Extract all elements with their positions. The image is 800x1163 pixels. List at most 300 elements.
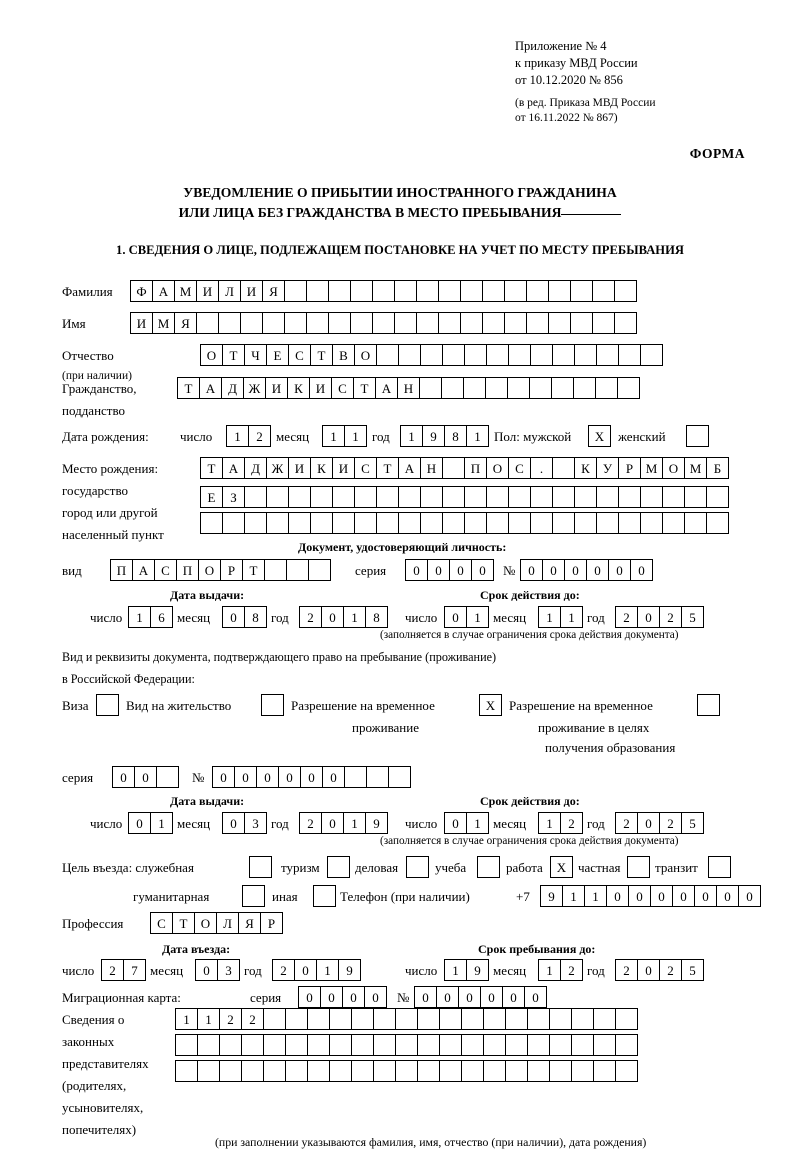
char-cell[interactable]: 7 [123, 959, 146, 981]
char-cell[interactable]: А [398, 457, 421, 479]
char-cell[interactable] [310, 512, 333, 534]
char-cell[interactable] [307, 1060, 330, 1082]
mig-series-field[interactable] [298, 986, 386, 1008]
char-cell[interactable] [549, 1060, 572, 1082]
char-cell[interactable] [244, 486, 267, 508]
doc-issue-year-field[interactable] [299, 606, 387, 628]
stay-day-field[interactable] [444, 959, 488, 981]
char-cell[interactable]: 9 [466, 959, 489, 981]
char-cell[interactable] [552, 486, 575, 508]
char-cell[interactable]: 0 [294, 959, 317, 981]
char-cell[interactable]: А [199, 377, 222, 399]
char-cell[interactable] [574, 486, 597, 508]
char-cell[interactable] [548, 280, 571, 302]
char-cell[interactable]: 0 [630, 559, 653, 581]
char-cell[interactable]: П [110, 559, 133, 581]
char-cell[interactable]: 0 [222, 606, 245, 628]
char-cell[interactable]: Я [262, 280, 285, 302]
char-cell[interactable] [618, 512, 641, 534]
char-cell[interactable] [483, 1008, 506, 1030]
char-cell[interactable] [504, 312, 527, 334]
char-cell[interactable] [313, 885, 336, 907]
char-cell[interactable] [306, 280, 329, 302]
stay-month-field[interactable] [538, 959, 582, 981]
char-cell[interactable]: Т [242, 559, 265, 581]
char-cell[interactable] [549, 1034, 572, 1056]
char-cell[interactable] [441, 377, 464, 399]
char-cell[interactable]: 2 [299, 606, 322, 628]
char-cell[interactable]: 0 [321, 812, 344, 834]
char-cell[interactable] [395, 1008, 418, 1030]
char-cell[interactable] [439, 1034, 462, 1056]
char-cell[interactable]: О [662, 457, 685, 479]
char-cell[interactable]: 1 [400, 425, 423, 447]
char-cell[interactable]: А [375, 377, 398, 399]
purpose-business-checkbox[interactable] [406, 856, 428, 878]
char-cell[interactable] [350, 280, 373, 302]
char-cell[interactable] [442, 344, 465, 366]
char-cell[interactable] [329, 1060, 352, 1082]
char-cell[interactable]: И [332, 457, 355, 479]
char-cell[interactable] [262, 312, 285, 334]
char-cell[interactable]: Т [353, 377, 376, 399]
permit-number-field[interactable] [212, 766, 410, 788]
char-cell[interactable] [617, 377, 640, 399]
char-cell[interactable]: Л [218, 280, 241, 302]
char-cell[interactable] [328, 312, 351, 334]
char-cell[interactable] [527, 1060, 550, 1082]
char-cell[interactable] [420, 344, 443, 366]
char-cell[interactable]: 1 [316, 959, 339, 981]
char-cell[interactable] [686, 425, 709, 447]
char-cell[interactable] [219, 1034, 242, 1056]
legal-reps-row-2[interactable] [175, 1034, 637, 1056]
char-cell[interactable]: 8 [244, 606, 267, 628]
char-cell[interactable] [614, 280, 637, 302]
char-cell[interactable]: Д [221, 377, 244, 399]
char-cell[interactable] [175, 1034, 198, 1056]
char-cell[interactable] [486, 486, 509, 508]
char-cell[interactable]: 8 [365, 606, 388, 628]
char-cell[interactable]: 2 [560, 959, 583, 981]
doc-kind-field[interactable] [110, 559, 330, 581]
char-cell[interactable] [573, 377, 596, 399]
char-cell[interactable] [463, 377, 486, 399]
sex-male-checkbox[interactable] [588, 425, 610, 447]
char-cell[interactable]: О [194, 912, 217, 934]
char-cell[interactable] [477, 856, 500, 878]
char-cell[interactable] [460, 312, 483, 334]
char-cell[interactable] [420, 486, 443, 508]
char-cell[interactable]: С [331, 377, 354, 399]
char-cell[interactable]: 5 [681, 812, 704, 834]
char-cell[interactable] [344, 766, 367, 788]
char-cell[interactable] [485, 377, 508, 399]
char-cell[interactable] [571, 1060, 594, 1082]
char-cell[interactable] [505, 1008, 528, 1030]
char-cell[interactable]: 0 [427, 559, 450, 581]
char-cell[interactable]: 0 [342, 986, 365, 1008]
char-cell[interactable] [614, 312, 637, 334]
char-cell[interactable] [593, 1034, 616, 1056]
char-cell[interactable] [640, 512, 663, 534]
mig-number-field[interactable] [414, 986, 546, 1008]
char-cell[interactable]: 0 [364, 986, 387, 1008]
char-cell[interactable] [593, 1060, 616, 1082]
char-cell[interactable]: 0 [414, 986, 437, 1008]
char-cell[interactable] [416, 312, 439, 334]
char-cell[interactable]: М [152, 312, 175, 334]
char-cell[interactable] [372, 312, 395, 334]
char-cell[interactable] [219, 1060, 242, 1082]
char-cell[interactable]: К [574, 457, 597, 479]
char-cell[interactable]: Н [420, 457, 443, 479]
birth-month-field[interactable] [322, 425, 366, 447]
char-cell[interactable]: 0 [128, 812, 151, 834]
doc-number-field[interactable] [520, 559, 652, 581]
char-cell[interactable]: 1 [538, 812, 561, 834]
char-cell[interactable]: 0 [694, 885, 717, 907]
char-cell[interactable]: 0 [524, 986, 547, 1008]
char-cell[interactable]: К [310, 457, 333, 479]
char-cell[interactable]: И [265, 377, 288, 399]
char-cell[interactable] [395, 1034, 418, 1056]
char-cell[interactable] [263, 1008, 286, 1030]
char-cell[interactable] [662, 486, 685, 508]
birth-state-field[interactable] [200, 457, 728, 479]
char-cell[interactable] [529, 377, 552, 399]
char-cell[interactable]: 0 [405, 559, 428, 581]
char-cell[interactable]: 0 [628, 885, 651, 907]
char-cell[interactable] [417, 1034, 440, 1056]
char-cell[interactable]: Т [310, 344, 333, 366]
char-cell[interactable] [394, 280, 417, 302]
char-cell[interactable] [615, 1060, 638, 1082]
char-cell[interactable] [307, 1008, 330, 1030]
char-cell[interactable] [398, 344, 421, 366]
permit-series-field[interactable] [112, 766, 178, 788]
char-cell[interactable]: 1 [343, 812, 366, 834]
char-cell[interactable] [284, 312, 307, 334]
char-cell[interactable]: 0 [502, 986, 525, 1008]
char-cell[interactable] [329, 1034, 352, 1056]
char-cell[interactable]: И [240, 280, 263, 302]
purpose-private-checkbox[interactable] [627, 856, 649, 878]
surname-field[interactable] [130, 280, 636, 302]
char-cell[interactable]: С [150, 912, 173, 934]
purpose-transit-checkbox[interactable] [708, 856, 730, 878]
char-cell[interactable] [438, 280, 461, 302]
char-cell[interactable] [571, 1008, 594, 1030]
char-cell[interactable] [442, 486, 465, 508]
char-cell[interactable] [439, 1060, 462, 1082]
patronymic-field[interactable] [200, 344, 662, 366]
edu-res-checkbox[interactable] [697, 694, 719, 716]
char-cell[interactable]: Е [266, 344, 289, 366]
char-cell[interactable] [376, 344, 399, 366]
char-cell[interactable]: 0 [564, 559, 587, 581]
char-cell[interactable] [285, 1034, 308, 1056]
char-cell[interactable] [574, 512, 597, 534]
char-cell[interactable] [264, 559, 287, 581]
name-field[interactable] [130, 312, 636, 334]
char-cell[interactable] [175, 1060, 198, 1082]
char-cell[interactable] [552, 457, 575, 479]
char-cell[interactable] [596, 512, 619, 534]
permit-issue-month-field[interactable] [222, 812, 266, 834]
char-cell[interactable]: 8 [444, 425, 467, 447]
char-cell[interactable]: Ж [266, 457, 289, 479]
char-cell[interactable]: К [287, 377, 310, 399]
char-cell[interactable] [398, 486, 421, 508]
char-cell[interactable]: 0 [436, 986, 459, 1008]
char-cell[interactable]: А [222, 457, 245, 479]
char-cell[interactable]: 2 [101, 959, 124, 981]
char-cell[interactable] [266, 512, 289, 534]
char-cell[interactable]: О [486, 457, 509, 479]
char-cell[interactable] [571, 1034, 594, 1056]
char-cell[interactable] [461, 1034, 484, 1056]
purpose-work-checkbox[interactable] [550, 856, 572, 878]
doc-issue-month-field[interactable] [222, 606, 266, 628]
char-cell[interactable]: Р [220, 559, 243, 581]
char-cell[interactable]: 1 [344, 425, 367, 447]
char-cell[interactable]: 5 [681, 606, 704, 628]
char-cell[interactable] [574, 344, 597, 366]
char-cell[interactable] [464, 486, 487, 508]
char-cell[interactable] [442, 457, 465, 479]
char-cell[interactable] [350, 312, 373, 334]
doc-valid-year-field[interactable] [615, 606, 703, 628]
char-cell[interactable]: 1 [466, 425, 489, 447]
char-cell[interactable]: 1 [444, 959, 467, 981]
char-cell[interactable]: 9 [365, 812, 388, 834]
permit-valid-month-field[interactable] [538, 812, 582, 834]
char-cell[interactable] [373, 1060, 396, 1082]
char-cell[interactable]: М [684, 457, 707, 479]
char-cell[interactable]: 0 [637, 812, 660, 834]
char-cell[interactable] [372, 280, 395, 302]
char-cell[interactable]: М [640, 457, 663, 479]
char-cell[interactable]: 2 [299, 812, 322, 834]
char-cell[interactable] [376, 512, 399, 534]
char-cell[interactable]: Т [376, 457, 399, 479]
char-cell[interactable] [332, 512, 355, 534]
char-cell[interactable] [241, 1034, 264, 1056]
char-cell[interactable]: 9 [422, 425, 445, 447]
citizenship-field[interactable] [177, 377, 639, 399]
char-cell[interactable] [461, 1008, 484, 1030]
char-cell[interactable] [200, 512, 223, 534]
char-cell[interactable] [640, 344, 663, 366]
char-cell[interactable]: 1 [466, 812, 489, 834]
char-cell[interactable] [697, 694, 720, 716]
char-cell[interactable]: 1 [128, 606, 151, 628]
char-cell[interactable]: . [530, 457, 553, 479]
char-cell[interactable] [285, 1060, 308, 1082]
char-cell[interactable]: Т [222, 344, 245, 366]
char-cell[interactable] [310, 486, 333, 508]
char-cell[interactable]: С [354, 457, 377, 479]
char-cell[interactable] [96, 694, 119, 716]
char-cell[interactable]: Х [588, 425, 611, 447]
char-cell[interactable] [420, 512, 443, 534]
char-cell[interactable]: 5 [681, 959, 704, 981]
char-cell[interactable]: 2 [615, 959, 638, 981]
char-cell[interactable] [307, 1034, 330, 1056]
char-cell[interactable] [398, 512, 421, 534]
char-cell[interactable]: 0 [278, 766, 301, 788]
char-cell[interactable] [241, 1060, 264, 1082]
char-cell[interactable]: 0 [738, 885, 761, 907]
char-cell[interactable]: Х [479, 694, 502, 716]
char-cell[interactable]: 0 [637, 959, 660, 981]
char-cell[interactable]: Б [706, 457, 729, 479]
char-cell[interactable]: А [132, 559, 155, 581]
purpose-other-checkbox[interactable] [313, 885, 335, 907]
entry-day-field[interactable] [101, 959, 145, 981]
char-cell[interactable]: 0 [672, 885, 695, 907]
char-cell[interactable]: 1 [560, 606, 583, 628]
char-cell[interactable]: 1 [322, 425, 345, 447]
char-cell[interactable] [461, 1060, 484, 1082]
char-cell[interactable] [508, 344, 531, 366]
birth-year-field[interactable] [400, 425, 488, 447]
char-cell[interactable]: 0 [321, 606, 344, 628]
char-cell[interactable] [504, 280, 527, 302]
char-cell[interactable]: 1 [175, 1008, 198, 1030]
char-cell[interactable]: Н [397, 377, 420, 399]
permit-issue-year-field[interactable] [299, 812, 387, 834]
doc-series-field[interactable] [405, 559, 493, 581]
char-cell[interactable] [596, 486, 619, 508]
char-cell[interactable] [596, 344, 619, 366]
char-cell[interactable]: 0 [637, 606, 660, 628]
char-cell[interactable] [218, 312, 241, 334]
sex-female-checkbox[interactable] [686, 425, 708, 447]
char-cell[interactable]: 0 [134, 766, 157, 788]
char-cell[interactable] [684, 486, 707, 508]
char-cell[interactable] [507, 377, 530, 399]
char-cell[interactable]: 0 [300, 766, 323, 788]
char-cell[interactable] [530, 486, 553, 508]
char-cell[interactable] [505, 1060, 528, 1082]
char-cell[interactable]: О [354, 344, 377, 366]
char-cell[interactable]: 2 [219, 1008, 242, 1030]
char-cell[interactable]: 0 [480, 986, 503, 1008]
char-cell[interactable]: Х [550, 856, 573, 878]
char-cell[interactable] [222, 512, 245, 534]
char-cell[interactable]: 2 [241, 1008, 264, 1030]
char-cell[interactable] [286, 559, 309, 581]
char-cell[interactable] [332, 486, 355, 508]
char-cell[interactable]: Д [244, 457, 267, 479]
char-cell[interactable] [156, 766, 179, 788]
char-cell[interactable] [527, 1034, 550, 1056]
char-cell[interactable]: С [154, 559, 177, 581]
char-cell[interactable] [351, 1060, 374, 1082]
char-cell[interactable] [483, 1060, 506, 1082]
char-cell[interactable] [627, 856, 650, 878]
char-cell[interactable]: В [332, 344, 355, 366]
char-cell[interactable] [530, 512, 553, 534]
char-cell[interactable]: С [288, 344, 311, 366]
visa-checkbox[interactable] [96, 694, 118, 716]
char-cell[interactable] [593, 1008, 616, 1030]
char-cell[interactable]: 0 [449, 559, 472, 581]
stay-year-field[interactable] [615, 959, 703, 981]
char-cell[interactable] [618, 486, 641, 508]
legal-reps-row-1[interactable] [175, 1008, 637, 1030]
char-cell[interactable] [508, 512, 531, 534]
char-cell[interactable]: 9 [540, 885, 563, 907]
char-cell[interactable]: С [508, 457, 531, 479]
char-cell[interactable] [706, 486, 729, 508]
char-cell[interactable] [549, 1008, 572, 1030]
char-cell[interactable]: 1 [343, 606, 366, 628]
char-cell[interactable]: П [176, 559, 199, 581]
profession-field[interactable] [150, 912, 282, 934]
char-cell[interactable] [249, 856, 272, 878]
char-cell[interactable] [395, 1060, 418, 1082]
char-cell[interactable] [406, 856, 429, 878]
char-cell[interactable]: 1 [538, 606, 561, 628]
char-cell[interactable] [595, 377, 618, 399]
char-cell[interactable] [240, 312, 263, 334]
char-cell[interactable] [376, 486, 399, 508]
char-cell[interactable] [261, 694, 284, 716]
birth-town-field[interactable] [200, 512, 728, 534]
char-cell[interactable]: Я [238, 912, 261, 934]
char-cell[interactable]: 1 [466, 606, 489, 628]
char-cell[interactable] [464, 344, 487, 366]
char-cell[interactable] [464, 512, 487, 534]
char-cell[interactable]: Р [618, 457, 641, 479]
char-cell[interactable]: 2 [615, 812, 638, 834]
char-cell[interactable] [615, 1034, 638, 1056]
char-cell[interactable]: 0 [444, 812, 467, 834]
char-cell[interactable]: 0 [222, 812, 245, 834]
char-cell[interactable]: О [198, 559, 221, 581]
char-cell[interactable]: З [222, 486, 245, 508]
char-cell[interactable] [242, 885, 265, 907]
char-cell[interactable] [505, 1034, 528, 1056]
char-cell[interactable]: 1 [562, 885, 585, 907]
entry-month-field[interactable] [195, 959, 239, 981]
birth-day-field[interactable] [226, 425, 270, 447]
char-cell[interactable]: М [174, 280, 197, 302]
char-cell[interactable]: 2 [659, 959, 682, 981]
temp-res-checkbox[interactable] [479, 694, 501, 716]
char-cell[interactable]: 2 [659, 812, 682, 834]
char-cell[interactable]: Я [174, 312, 197, 334]
char-cell[interactable] [394, 312, 417, 334]
char-cell[interactable]: И [288, 457, 311, 479]
purpose-humanitarian-checkbox[interactable] [242, 885, 264, 907]
char-cell[interactable] [417, 1008, 440, 1030]
char-cell[interactable]: Т [177, 377, 200, 399]
char-cell[interactable] [288, 486, 311, 508]
char-cell[interactable]: 1 [584, 885, 607, 907]
char-cell[interactable] [592, 312, 615, 334]
char-cell[interactable] [197, 1060, 220, 1082]
char-cell[interactable] [508, 486, 531, 508]
char-cell[interactable] [570, 312, 593, 334]
char-cell[interactable]: 1 [197, 1008, 220, 1030]
char-cell[interactable] [366, 766, 389, 788]
char-cell[interactable] [417, 1060, 440, 1082]
purpose-tourism-checkbox[interactable] [327, 856, 349, 878]
